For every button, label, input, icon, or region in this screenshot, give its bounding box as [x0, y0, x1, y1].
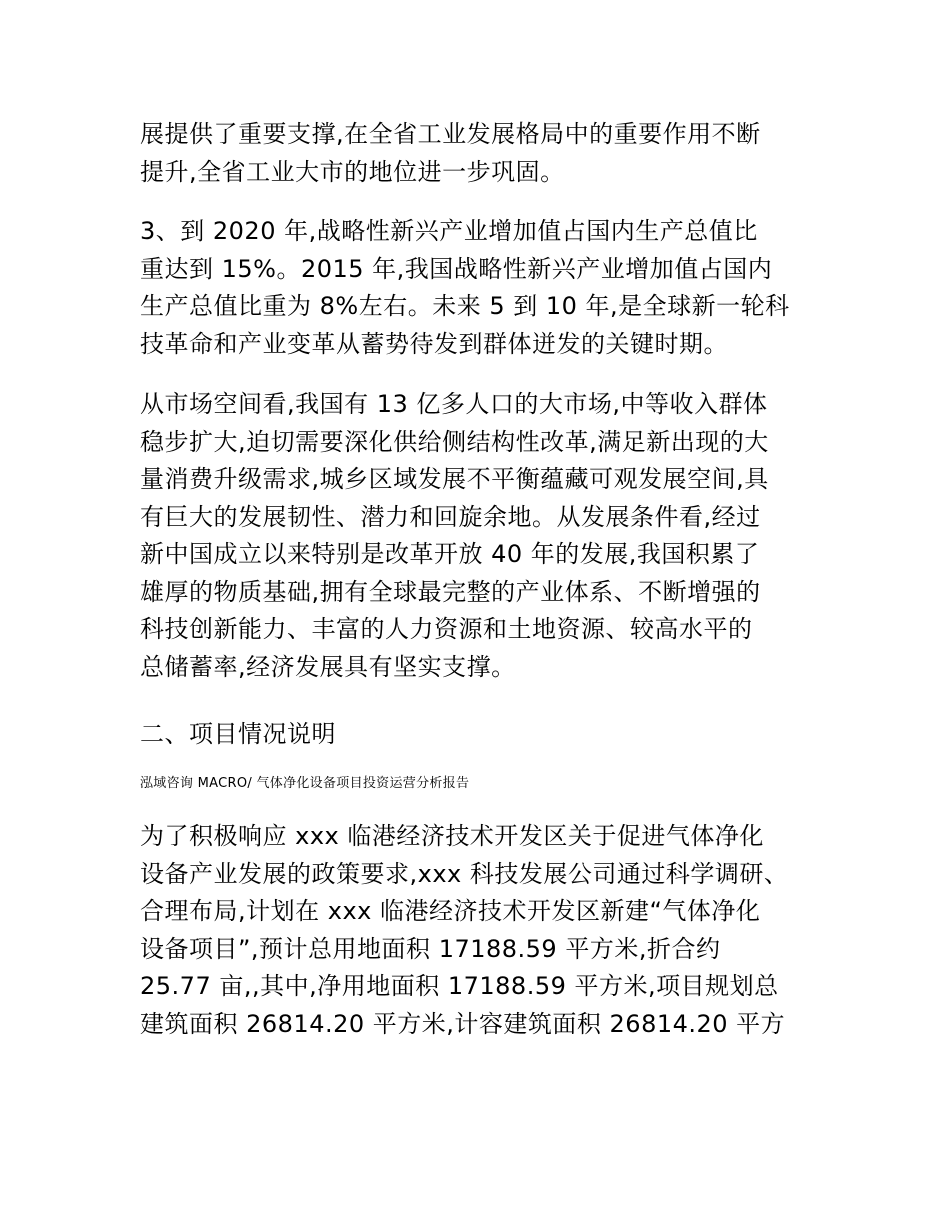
- text-line: 设备项目”,预计总用地面积 17188.59 平方米,折合约: [140, 934, 721, 963]
- text-line: 建筑面积 26814.20 平方米,计容建筑面积 26814.20 平方: [140, 1009, 786, 1038]
- text-line: 展提供了重要支撑,在全省工业发展格局中的重要作用不断: [140, 120, 761, 148]
- text-line: 为了积极响应 xxx 临港经济技术开发区关于促进气体净化: [140, 822, 764, 850]
- text-line: 总储蓄率,经济发展具有坚实支撑。: [140, 652, 516, 681]
- text-line: 稳步扩大,迫切需要深化供给侧结构性改革,满足新出现的大: [140, 427, 769, 456]
- text-line: 重达到 15%。2015 年,我国战略性新兴产业增加值占国内: [140, 254, 773, 283]
- paragraph-market-space: [140, 386, 820, 686]
- text-line: 设备产业发展的政策要求,xxx 科技发展公司通过科学调研、: [140, 859, 789, 888]
- paragraph-intro-continuation: [140, 116, 820, 191]
- paragraph-strategic-industries: [140, 213, 820, 363]
- text-line: 有巨大的发展韧性、潜力和回旋余地。从发展条件看,经过: [140, 502, 761, 531]
- text-line: 提升,全省工业大市的地位进一步巩固。: [140, 157, 565, 186]
- text-line: 技革命和产业变革从蓄势待发到群体迸发的关键时期。: [140, 329, 728, 358]
- text-line: 从市场空间看,我国有 13 亿多人口的大市场,中等收入群体: [140, 390, 768, 418]
- text-line: 25.77 亩,,其中,净用地面积 17188.59 平方米,项目规划总: [140, 972, 779, 1000]
- text-line: 新中国成立以来特别是改革开放 40 年的发展,我国积累了: [140, 540, 760, 568]
- text-line: 合理布局,计划在 xxx 临港经济技术开发区新建“气体净化: [140, 897, 761, 925]
- section-heading-text: 二、项目情况说明: [140, 720, 336, 748]
- text-line: 雄厚的物质基础,拥有全球最完整的产业体系、不断增强的: [140, 577, 761, 606]
- text-line: 生产总值比重为 8%左右。未来 5 到 10 年,是全球新一轮科: [140, 292, 790, 320]
- section-heading: [140, 716, 820, 754]
- text-line: 3、到 2020 年,战略性新兴产业增加值占国内生产总值比: [140, 217, 758, 245]
- text-line: 量消费升级需求,城乡区域发展不平衡蕴藏可观发展空间,具: [140, 465, 769, 493]
- text-line: 科技创新能力、丰富的人力资源和土地资源、较高水平的: [140, 615, 753, 643]
- running-header: 泓域咨询 MACRO/ 气体净化设备项目投资运营分析报告: [140, 776, 470, 791]
- paragraph-project-description: [140, 818, 820, 1043]
